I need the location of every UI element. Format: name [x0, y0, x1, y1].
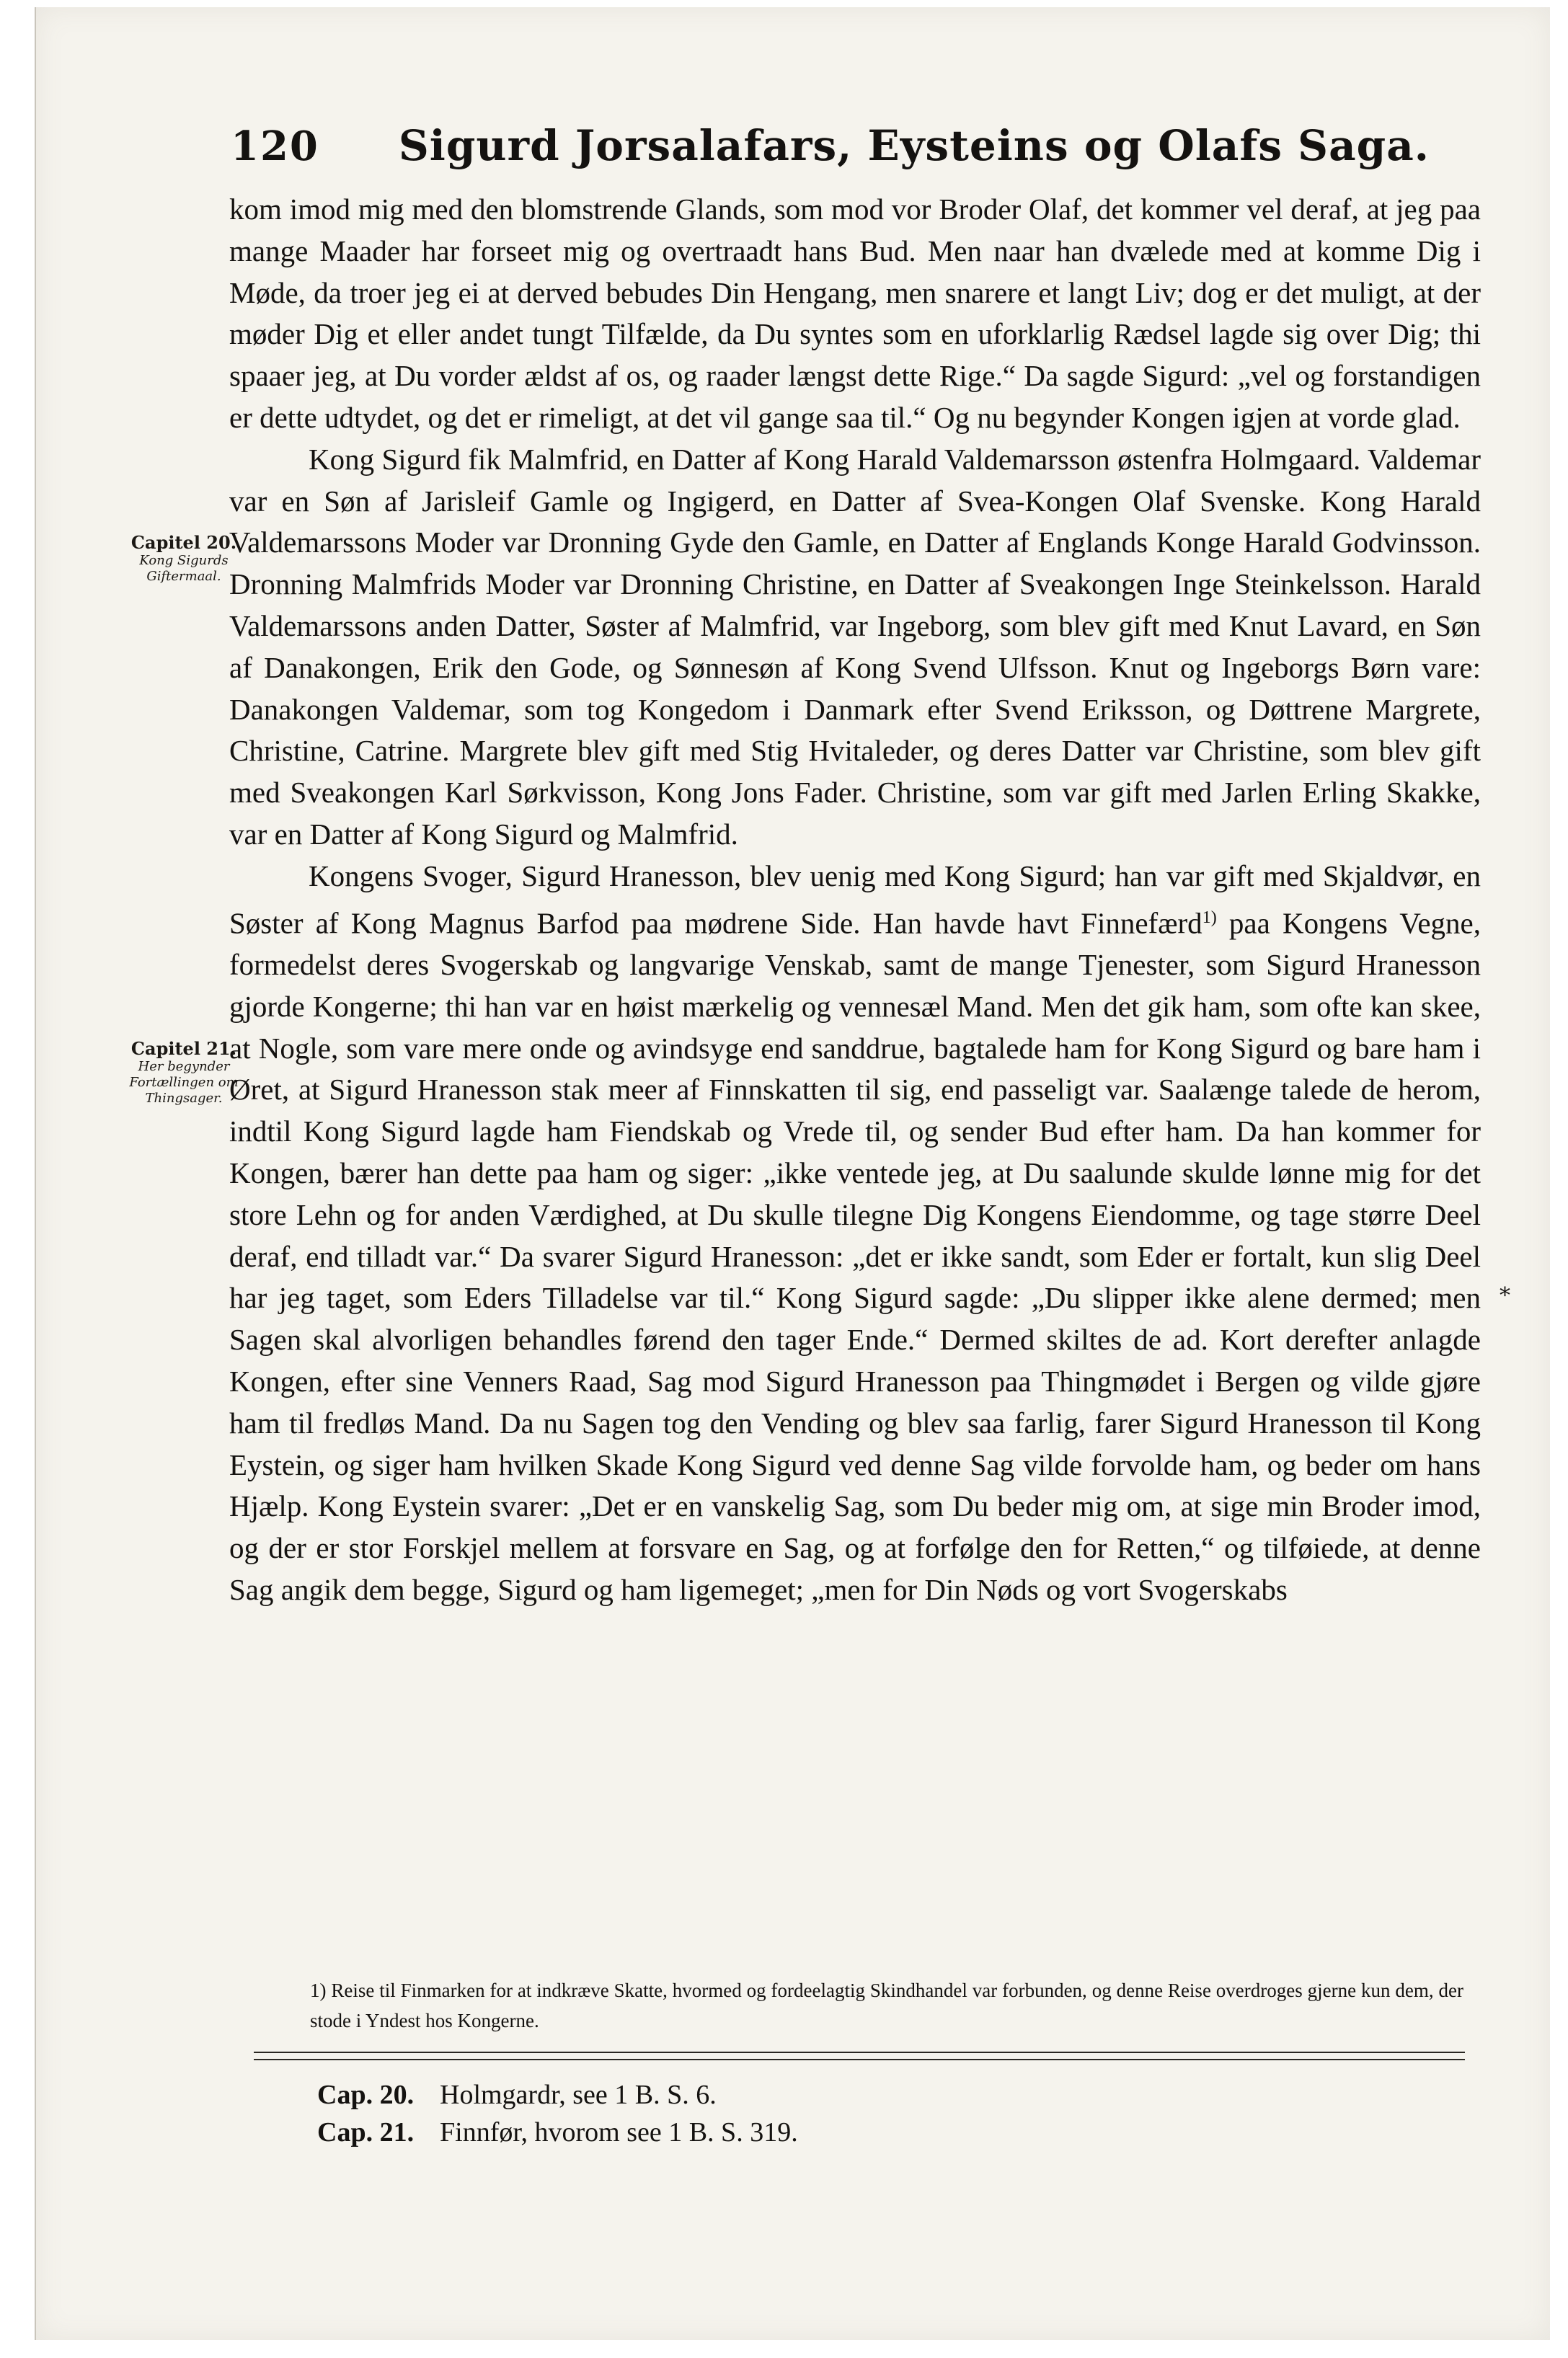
- page-number: 120: [231, 123, 319, 170]
- footnote: 1) Reise til Finmarken for at indkræve Skatte, hvormed og fordeelagtig Skindhandel var forbunden, og denne Reise overdroges gjerne kun dem, der stode i Yndest hos Kongerne.: [310, 1980, 1463, 2031]
- body-text: [229, 189, 1481, 1611]
- reference-row: [317, 2114, 798, 2151]
- paragraph-continuation: kom imod mig med den blomstrende Glands, som mod vor Broder Olaf, det kommer vel deraf, at jeg paa mange Maader har forseet mig og overtraadt hans Bud. Men naar han dvælede med at komme Dig i Møde, da troer jeg ei at derved bebudes Din Hengang, men snarere et langt Liv; dog er det muligt, at der møder Dig et eller andet tungt Tilfælde, da Du syntes som en uforklarlig Rædsel lagde sig over Dig; thi spaaer jeg, at Du vorder ældst af os, og raader længst dette Rige.“ Da sagde Sigurd: „vel og forstandigen er dette udtydet, og det er rimeligt, at det vil gange saa til.“ Og nu begynder Kongen igjen at vorde glad.: [229, 192, 1481, 434]
- margin-note-cap: Capitel 20.: [130, 532, 237, 553]
- divider-rule: [254, 2059, 1465, 2060]
- reference-text: Holmgardr, see 1 B. S. 6.: [440, 2080, 717, 2110]
- footnote-marker: 1): [1202, 908, 1217, 927]
- paragraph-chapter-21: [229, 856, 1481, 1611]
- divider-rule: [254, 2052, 1465, 2053]
- reference-label: Cap. 20.: [317, 2080, 415, 2110]
- margin-note-desc: Her begynder Fortællingen om Thingsager.: [129, 1059, 239, 1106]
- margin-note-cap: Capitel 21.: [130, 1038, 237, 1059]
- paragraph-chapter-21-rest: paa Kongens Vegne, formedelst deres Svogerskab og langvarige Venskab, samt de mange Tjenester, som Sigurd Hranesson gjorde Kongerne; thi han var en høist mærkelig og vennesæl Mand. Men det gik ham, som ofte kan skee, at Nogle, som vare mere onde og avindsyge end sanddrue, bagtalede ham for Kong Sigurd og bare ham i Øret, at Sigurd Hranesson stak meer af Finnskatten til sig, end passeligt var. Saalænge talede de herom, indtil Kong Sigurd lagde ham Fiendskab og Vrede til, og sender Bud efter ham. Da han kommer for Kongen, bærer han dette paa ham og siger: „ikke ventede jeg, at Du saalunde skulde lønne mig for det store Lehn og for anden Værdighed, at Du skulle tilegne Dig Kongens Eiendomme, og tage større Deel deraf, end tilladt var.“ Da svarer Sigurd Hranesson: „det er ikke sandt, som Eder er fortalt, kun slig Deel har jeg taget, som Eders Tilladelse var til.“ Kong Sigurd sagde: „Du slipper ikke alene dermed; men Sagen skal alvorligen behandles førend den tager Ende.“ Dermed skiltes de ad. Kort derefter anlagde Kongen, efter sine Venners Raad, Sag mod Sigurd Hranesson paa Thingmødet i Bergen og vilde gjøre ham til fredløs Mand. Da nu Sagen tog den Vending og blev saa farlig, farer Sigurd Hranesson til Kong Eystein, og siger ham hvilken Skade Kong Sigurd ved denne Sag vilde forvolde ham, og beder om hans Hjælp. Kong Eystein svarer: „Det er en vanskelig Sag, som Du beder mig om, at sige min Broder imod, og der er stor Forskjel mellem at forsvare en Sag, og at forfølge den for Retten,“ og tilføiede, at denne Sag angik dem begge, Sigurd og ham ligemeget; „men for Din Nøds og vort Svogerskabs: [229, 906, 1481, 1606]
- reference-label: Cap. 21.: [317, 2117, 415, 2148]
- running-head: Sigurd Jorsalafars, Eysteins og Olafs Saga.: [398, 121, 1430, 170]
- margin-note-desc: Kong Sigurds Giftermaal.: [139, 553, 229, 584]
- reference-text: Finnfør, hvorom see 1 B. S. 319.: [440, 2117, 798, 2148]
- paragraph-chapter-20: Kong Sigurd fik Malmfrid, en Datter af Kong Harald Valdemarsson østenfra Holmgaard. Valdemar var en Søn af Jarisleif Gamle og Ingigerd, en Datter af Svea-Kongen Olaf Svenske. Kong Harald Valdemarssons Moder var Dronning Gyde den Gamle, en Datter af Englands Konge Harald Godvinsson. Dronning Malmfrids Moder var Dronning Christine, en Datter af Sveakongen Inge Steinkelsson. Harald Valdemarssons anden Datter, Søster af Malmfrid, var Ingeborg, som blev gift med Knut Lavard, en Søn af Danakongen, Erik den Gode, og Sønnesøn af Kong Svend Ulfsson. Knut og Ingeborgs Børn vare: Danakongen Valdemar, som tog Kongedom i Danmark efter Svend Eriksson, og Døttrene Margrete, Christine, Catrine. Margrete blev gift med Stig Hvitaleder, og deres Datter var Christine, som blev gift med Sveakongen Karl Sørkvisson, Kong Jons Fader. Christine, som var gift med Jarlen Erling Skakke, var en Datter af Kong Sigurd og Malmfrid.: [229, 442, 1481, 851]
- stray-mark: *: [1500, 1283, 1510, 1308]
- page-header: [231, 121, 1479, 170]
- reference-row: [317, 2076, 798, 2114]
- chapter-references: [317, 2076, 798, 2151]
- paragraph-chapter-21-start: Kongens Svoger, Sigurd Hranesson, blev uenig med Kong Sigurd; han var gift med Skjaldvør, en Søster af Kong Magnus Barfod paa mødrene Side. Han havde havt Finnefærd: [229, 859, 1481, 940]
